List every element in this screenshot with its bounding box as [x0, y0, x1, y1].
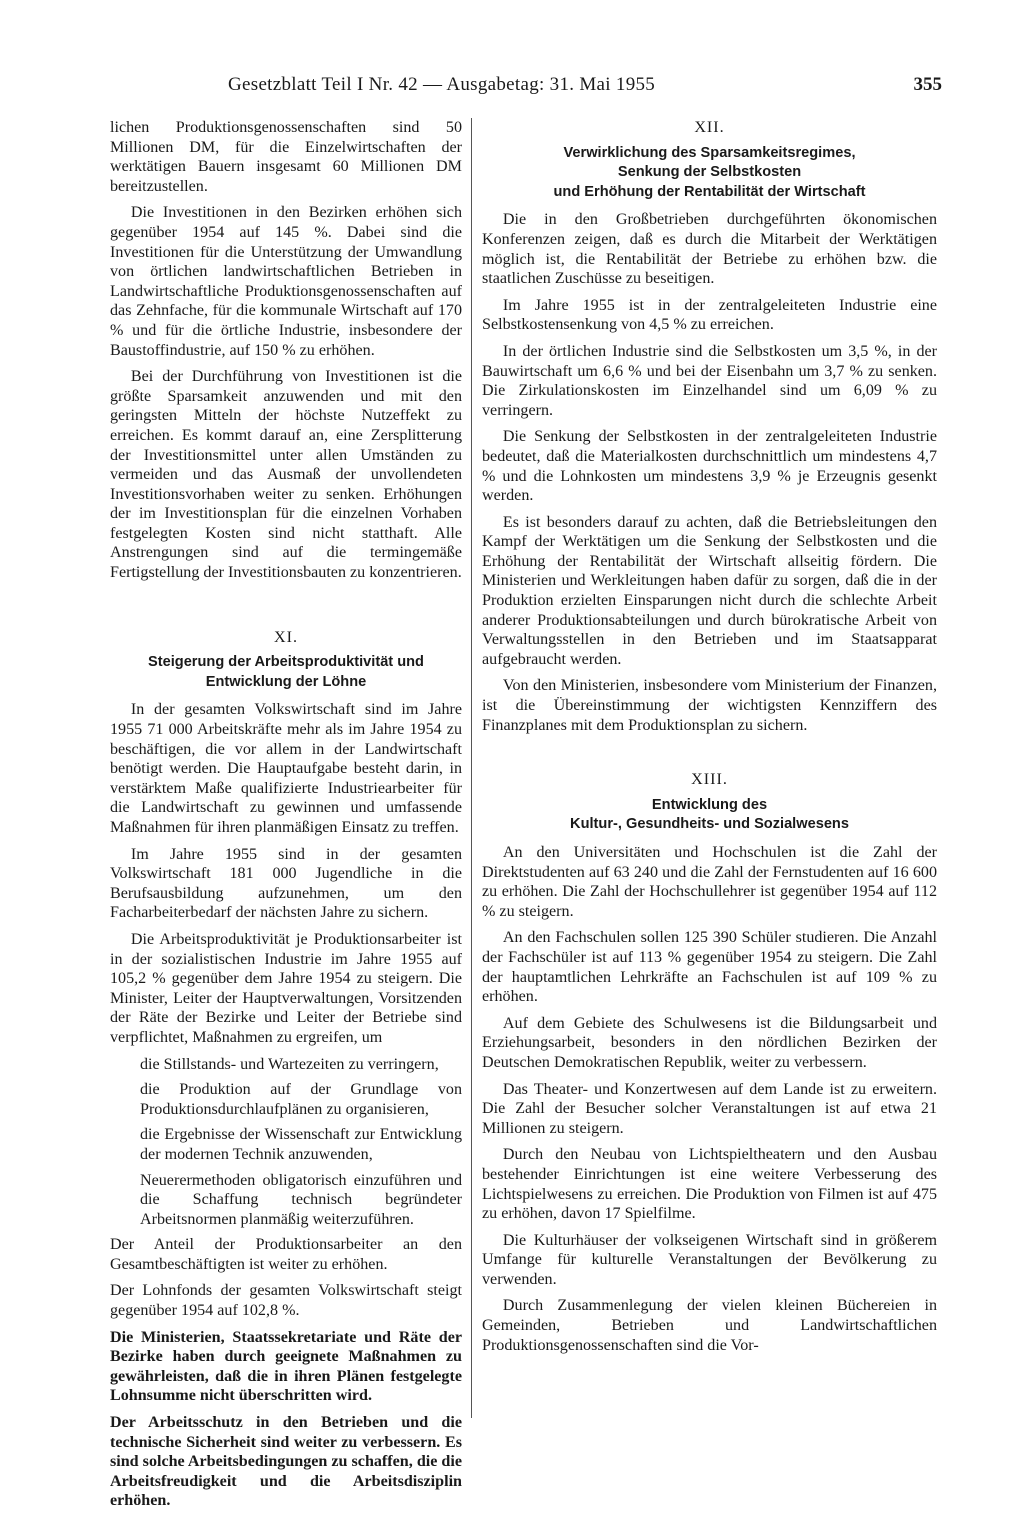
paragraph: Bei der Durchführung von Investitionen ist die größte Sparsamkeit anzuwenden und mit den geringsten Mitteln der höchste Nutzeffekt zu erreichen. Es kommt darauf an, eine Zersplitterung der Investitionsmittel unter allen Umständen zu vermeiden und das Ausmaß der unvollendeten Investitionsvorhaben weiter zu senken. Erhöhungen der im Investitionsplan für die einzelnen Vorhaben festgelegten Kosten sind nicht statthaft. Alle Anstrengungen sind auf die termingemäße Fertigstellung der Investitionsbauten zu konzentrieren. — [110, 368, 462, 582]
paragraph: Durch Zusammenlegung der vielen kleinen Büchereien in Gemeinden, Betrieben und Landwirtschaftlichen Produktionsgenossenschaften sind die Vor- — [482, 1297, 937, 1354]
section-spacer — [110, 590, 462, 628]
paragraph: Auf dem Gebiete des Schulwesens ist die Bildungsarbeit und Erziehungsarbeit, besonders in den nördlichen Bezirken der Deutschen Demokratischen Republik, weiter zu verbessern. — [482, 1014, 937, 1071]
paragraph: In der gesamten Volkswirtschaft sind im Jahre 1955 71 000 Arbeitskräfte mehr als im Jahre 1954 zu beschäftigen, die vor allem in der Landwirtschaft benötigt werden. Die Hauptaufgabe besteht darin, in verstärktem Maße qualifizierte Industriearbeiter für die Landwirtschaft zu gewinnen und umfassende Maßnahmen für ihren planmäßigen Einsatz zu treffen. — [110, 701, 462, 836]
page-header — [110, 74, 942, 100]
paragraph: Von den Ministerien, insbesondere vom Ministerium der Finanzen, ist die Übereinstimmung der wichtigsten Kennziffern des Finanzplanes mit dem Produktionsplan zu sichern. — [482, 677, 937, 734]
section-title-line: Senkung der Selbstkosten — [617, 164, 802, 181]
paragraph: Die Kulturhäuser der volkseigenen Wirtschaft sind in größerem Umfange für kulturelle Veranstaltungen der Bevölkerung zu verwenden. — [482, 1231, 937, 1288]
paragraph: lichen Produktionsgenossenschaften sind 50 Millionen DM, für die Einzelwirtschaften der werktätigen Bauern insgesamt 60 Millionen DM bereitzustellen. — [110, 119, 462, 195]
list-item: die Produktion auf der Grundlage von Produktionsdurchlaufplänen zu organisieren, — [140, 1081, 462, 1118]
section-title-line: Entwicklung des — [651, 796, 768, 813]
section-title-xi: Steigerung der Arbeitsproduktivität und Entwicklung der Löhne — [148, 654, 424, 690]
paragraph: Der Anteil der Produktionsarbeiter an den Gesamtbeschäftigten ist weiter zu erhöhen. — [110, 1236, 462, 1273]
column-divider — [471, 118, 472, 1418]
section-number-xi: XI. — [273, 628, 298, 646]
paragraph: Das Theater- und Konzertwesen auf dem Lande ist zu erweitern. Die Zahl der Besucher solcher Veranstaltungen ist auf etwa 21 Millionen zu steigern. — [482, 1080, 937, 1137]
page-number: 355 — [913, 74, 942, 95]
paragraph: Im Jahre 1955 sind in der gesamten Volkswirtschaft 181 000 Jugendliche in die Berufsausbildung aufzunehmen, um den Facharbeiterbedarf der nächsten Jahre zu sichern. — [110, 845, 462, 922]
section-title-line: und Erhöhung der Rentabilität der Wirtschaft — [553, 183, 866, 200]
section-spacer — [482, 742, 937, 770]
paragraph: Die Investitionen in den Bezirken erhöhen sich gegenüber 1954 auf 145 %. Dabei sind die Investitionen für die Unterstützung der Umwandlung von örtlichen landwirtschaftlichen Betrieben in Landwirtschaftliche Produktionsgenossenschaften auf das Zehnfache, für die kommunale Wirtschaft auf 170 % und für die örtliche Industrie, insbesondere der Baustoffindustrie, auf 150 % zu erhöhen. — [110, 204, 462, 359]
section-title-xii — [482, 144, 937, 203]
paragraph: Die in den Großbetrieben durchgeführten ökonomischen Konferenzen zeigen, daß es durch die Mitarbeit der Werktätigen möglich ist, die Rentabilität der Betriebe zu erhöhen bzw. die staatlichen Zuschüsse zu beseitigen. — [482, 211, 937, 288]
paragraph: An den Fachschulen sollen 125 390 Schüler studieren. Die Anzahl der Fachschüler ist auf 113 % gegenüber 1954 zu steigern. Die Zahl der hauptamtlichen Lehrkräfte an Fachschulen ist auf 109 % zu erhöhen. — [482, 929, 937, 1006]
paragraph: Die Arbeitsproduktivität je Produktionsarbeiter ist in der sozialistischen Industrie im Jahre 1955 auf 105,2 % gegenüber dem Jahre 1954 zu steigern. Die Minister, Leiter der Hauptverwaltungen, Vorsitzenden der Räte der Bezirke und Leiter der Betriebe sind verpflichtet, Maßnahmen zu ergreifen, um — [110, 930, 462, 1046]
paragraph: An den Universitäten und Hochschulen ist die Zahl der Direktstudenten auf 63 240 und die Zahl der Fernstudenten auf 16 600 zu erhöhen. Die Zahl der Hochschullehrer ist gegenüber 1954 auf 112 % zu steigern. — [482, 844, 937, 920]
list-item: die Stillstands- und Wartezeiten zu verringern, — [140, 1055, 439, 1073]
paragraph: Im Jahre 1955 ist in der zentralgeleiteten Industrie eine Selbstkostensenkung von 4,5 % zu erreichen. — [482, 296, 937, 334]
paragraph: Durch den Neubau von Lichtspieltheatern und den Ausbau bestehender Einrichtungen ist eine weitere Verbesserung des Lichtspielwesens zu erreichen. Die Produktion von Filmen ist auf 475 zu erhöhen, davon 17 Spielfilme. — [482, 1146, 937, 1223]
list-item: die Ergebnisse der Wissenschaft zur Entwicklung der modernen Technik anzuwenden, — [140, 1126, 462, 1163]
gazette-header-title: Gesetzblatt Teil I Nr. 42 — Ausgabetag: 31. Mai 1955 — [228, 74, 656, 95]
section-number-xiii: XIII. — [691, 771, 728, 789]
paragraph: In der örtlichen Industrie sind die Selbstkosten um 3,5 %, in der Bauwirtschaft um 6,6 % und bei der Eisenbahn um 3,7 % zu senken. Die Zirkulationskosten im Einzelhandel sind um 6,09 % zu verringern. — [482, 342, 937, 419]
section-title-line: Kultur-, Gesundheits- und Sozialwesens — [570, 816, 849, 833]
paragraph: Die Senkung der Selbstkosten in der zentralgeleiteten Industrie bedeutet, daß die Materialkosten durchschnittlich um mindestens 4,7 % und die Lohnkosten um mindestens 3,9 % je Erzeugnis gesenkt werden. — [482, 428, 937, 505]
paragraph: Der Lohnfonds der gesamten Volkswirtschaft steigt gegenüber 1954 auf 102,8 %. — [110, 1282, 462, 1320]
paragraph: Der Arbeitsschutz in den Betrieben und die technische Sicherheit sind weiter zu verbessern. Es sind solche Arbeitsbedingungen zu schaffen, die die Arbeitsfreudigkeit und die Arbeitsdisziplin erhöhen. — [110, 1414, 462, 1510]
paragraph: Die Ministerien, Staatssekretariate und Räte der Bezirke haben durch geeignete Maßnahmen zu gewährleisten, daß die in ihren Plänen festgelegte Lohnsumme nicht überschritten wird. — [110, 1328, 462, 1405]
list-item: Neuerermethoden obligatorisch einzuführen und die Schaffung technisch begründeter Arbeitsnormen planmäßig weiterzuführen. — [140, 1171, 462, 1228]
section-title-xiii — [482, 796, 937, 835]
left-column — [110, 118, 462, 1518]
section-number-xii: XII. — [694, 119, 725, 136]
section-title-line: Verwirklichung des Sparsamkeitsregimes, — [563, 144, 856, 161]
paragraph: Es ist besonders darauf zu achten, daß die Betriebsleitungen den Kampf der Werktätigen um die Senkung der Selbstkosten und die Erhöhung der Rentabilität der Wirtschaft allseitig fördern. Die Ministerien und Werkleitungen haben dafür zu sorgen, daß die in der Produktion erzielten Einsparungen nicht durch die schlechte Arbeit anderer Produktionsabteilungen und durch bürokratische Arbeit von Verwaltungsstellen in den Betrieben und im Staatsapparat aufgebraucht werden. — [482, 513, 937, 668]
right-column — [482, 118, 937, 1362]
